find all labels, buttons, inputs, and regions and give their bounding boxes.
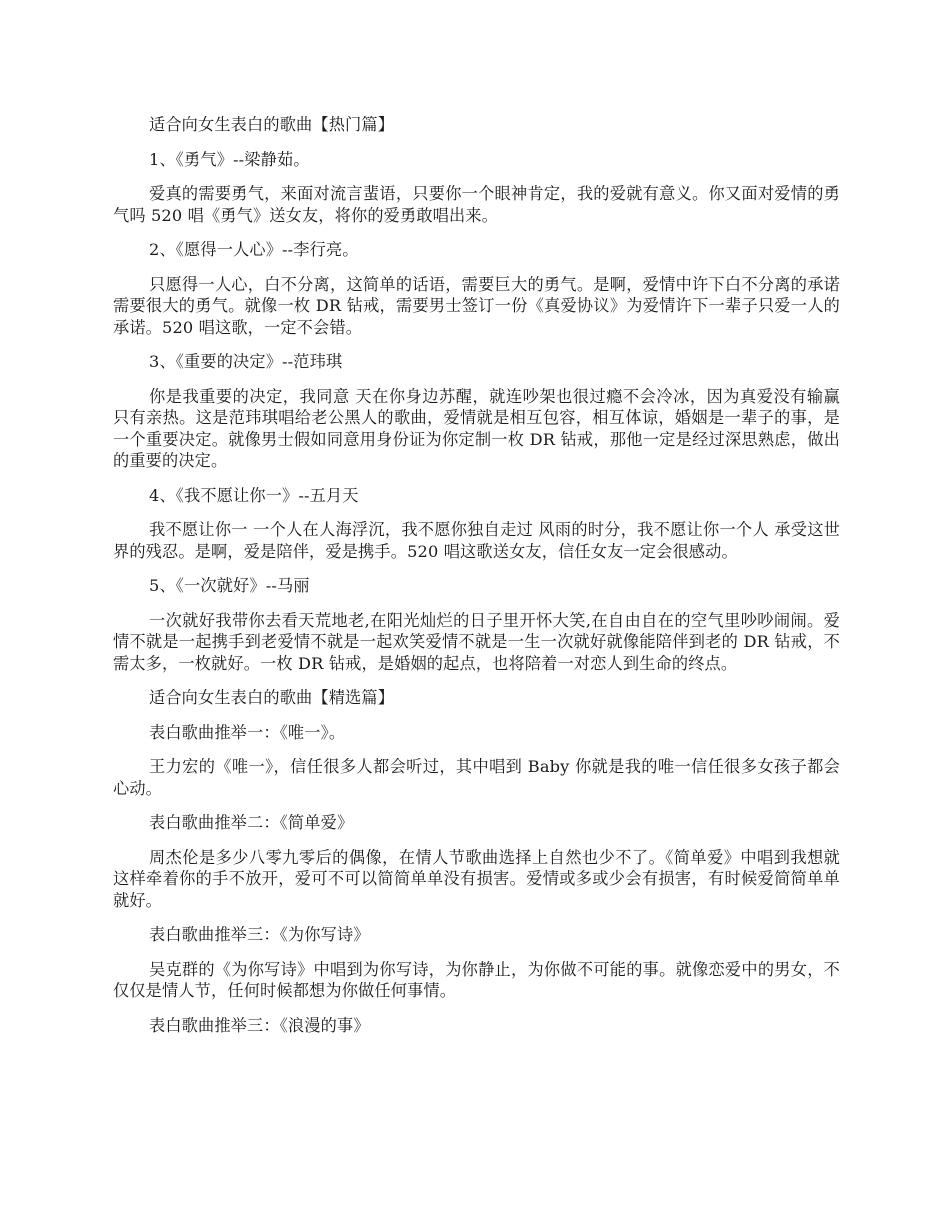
song-title-3: 3、《重要的决定》--范玮琪 <box>149 352 343 371</box>
song-title-2: 2、《愿得一人心》--李行亮。 <box>149 240 359 259</box>
song-paragraph-5: 一次就好我带你去看天荒地老,在阳光灿烂的日子里开怀大笑,在自由自在的空气里吵吵闹闹。爱情不就是一起携手到老爱情不就是一起欢笑爱情不就是一生一次就好就像能陪伴到老的 DR 钻戒，不需太多，一枚就好。一枚 DR 钻戒，是婚姻的起点，也将陪着一对恋人到生命的终点。 <box>113 610 840 673</box>
song-paragraph-2: 只愿得一人心，白不分离，这简单的话语，需要巨大的勇气。是啊，爱情中许下白不分离的承诺需要很大的勇气。就像一枚 DR 钻戒，需要男士签订一份《真爱协议》为爱情许下一辈子只爱一人的承诺。520 唱这歌，一定不会错。 <box>113 274 840 337</box>
recommend-paragraph-2: 周杰伦是多少八零九零后的偶像，在情人节歌曲选择上自然也少不了。《简单爱》中唱到我想就这样牵着你的手不放开，爱可不可以简简单单没有损害。爱情或多或少会有损害，有时候爱简简单单就好。 <box>113 847 840 910</box>
song-title-5: 5、《一次就好》--马丽 <box>149 576 310 595</box>
recommend-paragraph-3: 吴克群的《为你写诗》中唱到为你写诗，为你静止，为你做不可能的事。就像恋爱中的男女，不仅仅是情人节，任何时候都想为你做任何事情。 <box>113 959 840 1000</box>
section-heading-hot: 适合向女生表白的歌曲【热门篇】 <box>149 115 395 134</box>
song-paragraph-3: 你是我重要的决定，我同意 天在你身边苏醒，就连吵架也很过瘾不会冷冰，因为真爱没有输赢只有亲热。这是范玮琪唱给老公黑人的歌曲，爱情就是相互包容，相互体谅，婚姻是一辈子的事，是一个重要决定。就像男士假如同意用身份证为你定制一枚 DR 钻戒，那他一定是经过深思熟虑，做出的重要的决定。 <box>113 386 840 470</box>
recommend-title-4: 表白歌曲推举三：《浪漫的事》 <box>149 1015 370 1035</box>
recommend-title-3: 表白歌曲推举三：《为你写诗》 <box>149 925 370 944</box>
document-body <box>113 114 840 1036</box>
recommend-paragraph-1: 王力宏的《唯一》，信任很多人都会听过，其中唱到 Baby 你就是我的唯一信任很多女孩子都会心动。 <box>113 757 840 798</box>
recommend-title-2: 表白歌曲推举二：《简单爱》 <box>149 813 354 832</box>
song-title-1: 1、《勇气》--梁静茹。 <box>149 149 310 169</box>
song-paragraph-1: 爱真的需要勇气，来面对流言蜚语，只要你一个眼神肯定，我的爱就有意义。你又面对爱情的勇气吗 520 唱《勇气》送女友，将你的爱勇敢唱出来。 <box>113 184 840 225</box>
song-paragraph-4: 我不愿让你一 一个人在人海浮沉，我不愿你独自走过 风雨的时分，我不愿让你一个人 承受这世界的残忍。是啊，爱是陪伴，爱是携手。520 唱这歌送女友，信任女友一定会很感动。 <box>113 520 840 561</box>
recommend-title-1: 表白歌曲推举一：《唯一》。 <box>149 722 346 742</box>
song-title-4: 4、《我不愿让你一》--五月天 <box>149 485 359 505</box>
section-heading-selected: 适合向女生表白的歌曲【精选篇】 <box>149 688 395 707</box>
